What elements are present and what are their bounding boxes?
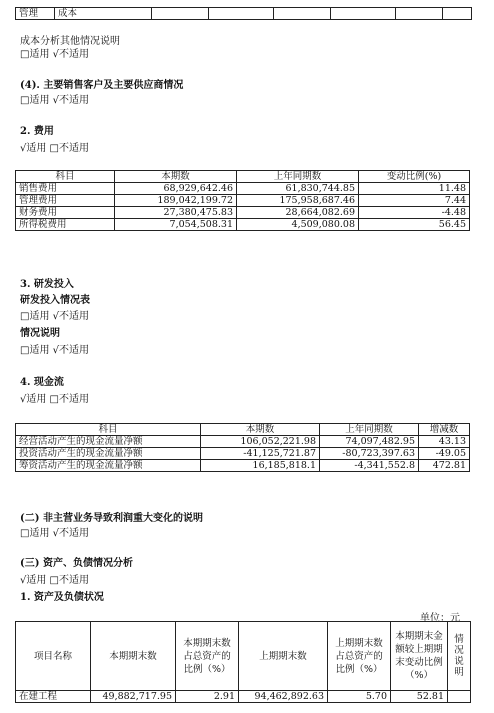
assets-header: 本期期末数 bbox=[91, 622, 176, 691]
row-label: 销售费用 bbox=[16, 183, 115, 195]
table-row bbox=[16, 448, 470, 460]
assets-table bbox=[15, 621, 471, 703]
rnd-options1: □适用 √不适用 bbox=[20, 311, 89, 322]
unit-label: 单位：元 bbox=[420, 613, 460, 624]
row-label: 经营活动产生的现金流量净额 bbox=[16, 436, 201, 448]
current-value: 16,185,818.1 bbox=[201, 460, 320, 472]
expenses-header: 变动比例(%) bbox=[359, 171, 470, 183]
row-label: 投资活动产生的现金流量净额 bbox=[16, 448, 201, 460]
change-value: -49.05 bbox=[419, 448, 470, 460]
prior-value: 94,462,892.63 bbox=[239, 691, 328, 703]
prior-value: 4,509,080.08 bbox=[237, 219, 359, 231]
cashflow-header: 上年同期数 bbox=[320, 424, 419, 436]
table-row bbox=[16, 219, 470, 231]
change-ratio: -4.48 bbox=[359, 207, 470, 219]
top-cell-2: 成本 bbox=[55, 8, 152, 20]
change-ratio: 11.48 bbox=[359, 183, 470, 195]
change-ratio: 7.44 bbox=[359, 195, 470, 207]
row-label: 财务费用 bbox=[16, 207, 115, 219]
row-label: 在建工程 bbox=[16, 691, 91, 703]
change-ratio: 52.81 bbox=[391, 691, 448, 703]
assets-header: 本期期末金额较上期期末变动比例（%） bbox=[391, 622, 448, 691]
cost-analysis-title: 成本分析其他情况说明 bbox=[20, 36, 120, 47]
current-value: -41,125,721.87 bbox=[201, 448, 320, 460]
prior-value: -80,723,397.63 bbox=[320, 448, 419, 460]
top-table bbox=[15, 7, 472, 20]
expenses-options: √适用 □不适用 bbox=[20, 143, 89, 154]
table-row bbox=[16, 460, 470, 472]
cashflow-header: 增减数 bbox=[419, 424, 470, 436]
nonmain-title: (二) 非主营业务导致利润重大变化的说明 bbox=[20, 513, 203, 524]
prior-value: 74,097,482.95 bbox=[320, 436, 419, 448]
rnd-title: 3. 研发投入 bbox=[20, 279, 74, 290]
remark bbox=[448, 691, 471, 703]
prior-value: 61,830,744.85 bbox=[237, 183, 359, 195]
customers-options: □适用 √不适用 bbox=[20, 95, 89, 106]
customers-title: (4). 主要销售客户及主要供应商情况 bbox=[20, 80, 184, 91]
assets-header: 情况说明 bbox=[448, 622, 471, 691]
cashflow-header: 本期数 bbox=[201, 424, 320, 436]
table-row bbox=[16, 207, 470, 219]
expenses-header: 科目 bbox=[16, 171, 115, 183]
top-cell-1: 管理 bbox=[16, 8, 55, 20]
expenses-header: 本期数 bbox=[115, 171, 237, 183]
prior-value: 175,958,687.46 bbox=[237, 195, 359, 207]
expenses-title: 2. 费用 bbox=[20, 126, 54, 137]
expenses-header: 上年同期数 bbox=[237, 171, 359, 183]
rnd-sub2: 情况说明 bbox=[20, 328, 60, 339]
assets-header: 本期期末数占总资产的比例（%） bbox=[176, 622, 239, 691]
cashflow-header: 科目 bbox=[16, 424, 201, 436]
rnd-options2: □适用 √不适用 bbox=[20, 345, 89, 356]
expenses-table bbox=[15, 170, 470, 231]
table-row bbox=[16, 183, 470, 195]
current-value: 68,929,642.46 bbox=[115, 183, 237, 195]
prior-ratio: 5.70 bbox=[328, 691, 391, 703]
table-row bbox=[16, 436, 470, 448]
current-value: 106,052,221.98 bbox=[201, 436, 320, 448]
change-ratio: 56.45 bbox=[359, 219, 470, 231]
table-row bbox=[16, 195, 470, 207]
current-value: 189,042,199.72 bbox=[115, 195, 237, 207]
assets-sub: 1. 资产及负债状况 bbox=[20, 592, 104, 603]
cashflow-table bbox=[15, 423, 470, 472]
row-label: 管理费用 bbox=[16, 195, 115, 207]
assets-options: √适用 □不适用 bbox=[20, 575, 89, 586]
change-value: 43.13 bbox=[419, 436, 470, 448]
nonmain-options: □适用 √不适用 bbox=[20, 528, 89, 539]
row-label: 筹资活动产生的现金流量净额 bbox=[16, 460, 201, 472]
current-value: 49,882,717.95 bbox=[91, 691, 176, 703]
current-ratio: 2.91 bbox=[176, 691, 239, 703]
current-value: 7,054,508.31 bbox=[115, 219, 237, 231]
assets-header: 上期期末数占总资产的比例（%） bbox=[328, 622, 391, 691]
row-label: 所得税费用 bbox=[16, 219, 115, 231]
change-value: 472.81 bbox=[419, 460, 470, 472]
cost-analysis-options: □适用 √不适用 bbox=[20, 49, 89, 60]
assets-header: 项目名称 bbox=[16, 622, 91, 691]
rnd-sub1: 研发投入情况表 bbox=[20, 295, 90, 306]
table-row bbox=[16, 691, 471, 703]
assets-title: (三) 资产、负债情况分析 bbox=[20, 558, 133, 569]
prior-value: -4,341,552.8 bbox=[320, 460, 419, 472]
cashflow-title: 4. 现金流 bbox=[20, 377, 64, 388]
current-value: 27,380,475.83 bbox=[115, 207, 237, 219]
prior-value: 28,664,082.69 bbox=[237, 207, 359, 219]
assets-header: 上期期末数 bbox=[239, 622, 328, 691]
cashflow-options: √适用 □不适用 bbox=[20, 394, 89, 405]
